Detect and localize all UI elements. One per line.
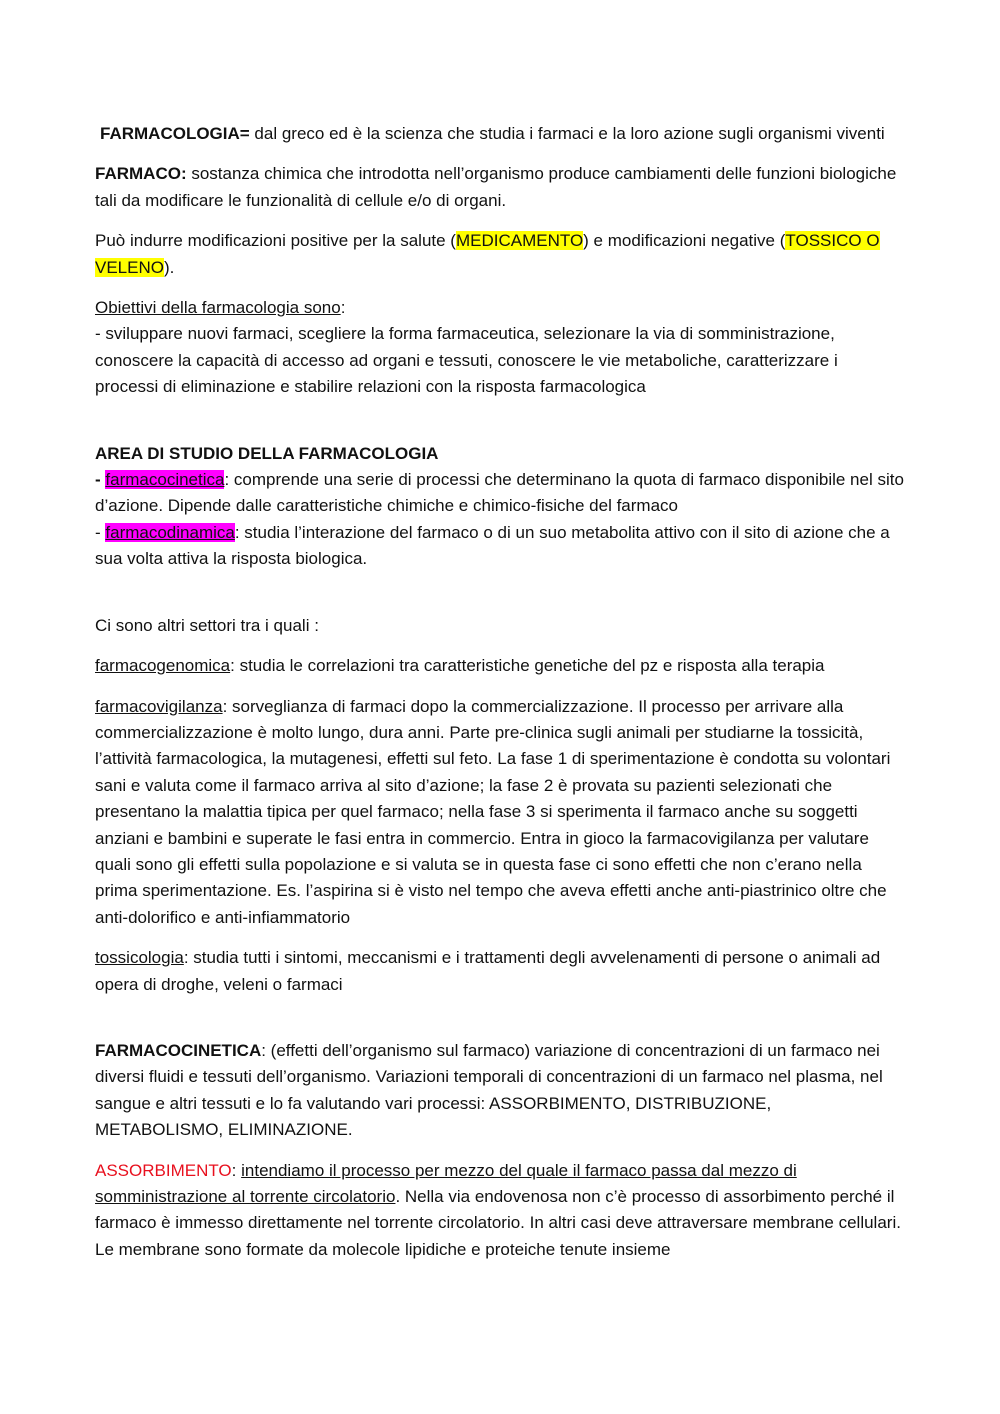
farmacocinetica-text: : (effetti dell’organismo sul farmaco) variazione di concentrazioni di un farmaco nei diversi fluidi e tessuti dell’organismo. Variazioni temporali di concentrazioni di un farmaco nel plasma, nel sangue e altri tessuti e lo fa valutando vari processi: ASSORBIMENTO, DISTRIBUZIONE, METABOLISMO, ELIMINAZIONE.: [95, 1040, 883, 1140]
highlight-farmacocinetica: farmacocinetica: [105, 470, 225, 490]
objectives-heading: Obiettivi della farmacologia sono: [95, 298, 341, 318]
term-farmacocinetica: FARMACOCINETICA: [95, 1040, 262, 1060]
area-item-farmacocinetica: [95, 467, 904, 520]
term-farmacologia: FARMACOLOGIA=: [100, 124, 250, 143]
assorbimento-definition: intendiamo il processo per mezzo del quale il farmaco passa dal mezzo di somministrazione al torrente circolatorio: [95, 1160, 797, 1206]
area-heading: AREA DI STUDIO DELLA FARMACOLOGIA: [95, 443, 439, 463]
effects-text-pre: Può indurre modificazioni positive per la salute (: [95, 231, 456, 251]
objectives-text: - sviluppare nuovi farmaci, scegliere la forma farmaceutica, selezionare la via di somministrazione, conoscere la capacità di accesso ad organi e tessuti, conoscere le vie metaboliche, caratterizzare i processi di eliminazione e stabilire relazioni con la risposta farmacologica: [95, 324, 838, 397]
area-item2-dash: -: [95, 522, 106, 542]
term-farmacovigilanza: farmacovigilanza: [95, 696, 223, 716]
farmacogenomica-text: : studia le correlazioni tra caratteristiche genetiche del pz e risposta alla terapia: [230, 656, 825, 676]
paragraph-tossicologia: [95, 945, 904, 998]
paragraph-effects: [95, 228, 904, 281]
tossicologia-text: : studia tutti i sintomi, meccanismi e i trattamenti degli avvelenamenti di persone o animali ad opera di droghe, veleni o farmaci: [95, 948, 881, 994]
farmacologia-definition: dal greco ed è la scienza che studia i farmaci e la loro azione sugli organismi viventi: [249, 124, 885, 143]
farmacovigilanza-text: : sorveglianza di farmaci dopo la commercializzazione. Il processo per arrivare alla commercializzazione è molto lungo, dura anni. Parte pre-clinica sugli animali per studiarne la tossicità, l’attività farmacologica, la mutagenesi, effetti sul feto. La fase 1 di sperimentazione è condotta su volontari sani e valuta come il farmaco arriva al sito d’azione; la fase 2 è provata su pazienti selezionati che presentano la malattia tipica per quel farmaco; nella fase 3 si sperimenta il farmaco anche su soggetti anziani e bambini e superate le fasi entra in commercio. Entra in gioco la farmacovigilanza per valutare quali sono gli effetti sulla popolazione e si valuta se in questa fase ci sono effetti che non c’erano nella prima sperimentazione. Es. l’aspirina si è visto nel tempo che aveva effetti anche anti-piastrinico oltre che anti-dolorifico e anti-infiammatorio: [95, 696, 891, 927]
highlight-tossico: TOSSICO O VELENO: [95, 231, 880, 277]
objectives-heading-line: [95, 295, 904, 321]
paragraph-farmacocinetica: [95, 1038, 904, 1144]
paragraph-farmacovigilanza: [95, 694, 904, 932]
effects-text-post: ).: [163, 257, 175, 277]
area-item1-text: : comprende una serie di processi che determinano la quota di farmaco disponibile nel sito d’azione. Dipende dalle caratteristiche chimiche e chimico-fisiche del farmaco: [95, 470, 904, 516]
effects-text-mid: ) e modificazioni negative (: [583, 231, 786, 251]
farmaco-definition: sostanza chimica che introdotta nell’organismo produce cambiamenti delle funzioni biologiche tali da modificare le funzionalità di cellule e/o di organi.: [95, 164, 897, 210]
paragraph-assorbimento: [95, 1158, 904, 1264]
term-tossicologia: tossicologia: [95, 948, 184, 968]
assorbimento-text: . Nella via endovenosa non c’è processo di assorbimento perché il farmaco è immesso direttamente nel torrente circolatorio. In altri casi deve attraversare membrane cellulari. Le membrane sono formate da molecole lipidiche e proteiche tenute insieme: [95, 1187, 901, 1259]
paragraph-farmaco: [95, 161, 904, 214]
paragraph-farmacologia: [95, 121, 904, 147]
paragraph-farmacogenomica: [95, 653, 904, 679]
highlight-farmacodinamica: farmacodinamica: [105, 522, 235, 542]
area-item2-text: : studia l’interazione del farmaco o di un suo metabolita attivo con il sito di azione che a sua volta attiva la risposta biologica.: [95, 522, 890, 569]
sectors-intro: Ci sono altri settori tra i quali :: [95, 615, 319, 635]
objectives-colon: :: [340, 298, 346, 318]
term-farmaco: FARMACO:: [95, 164, 187, 184]
term-assorbimento: ASSORBIMENTO: [95, 1160, 232, 1180]
highlight-medicamento: MEDICAMENTO: [455, 231, 584, 251]
assorbimento-colon: :: [231, 1160, 242, 1180]
term-farmacogenomica: farmacogenomica: [95, 656, 231, 676]
area-item-farmacodinamica: [95, 520, 904, 573]
area-item1-dash: -: [95, 470, 101, 490]
